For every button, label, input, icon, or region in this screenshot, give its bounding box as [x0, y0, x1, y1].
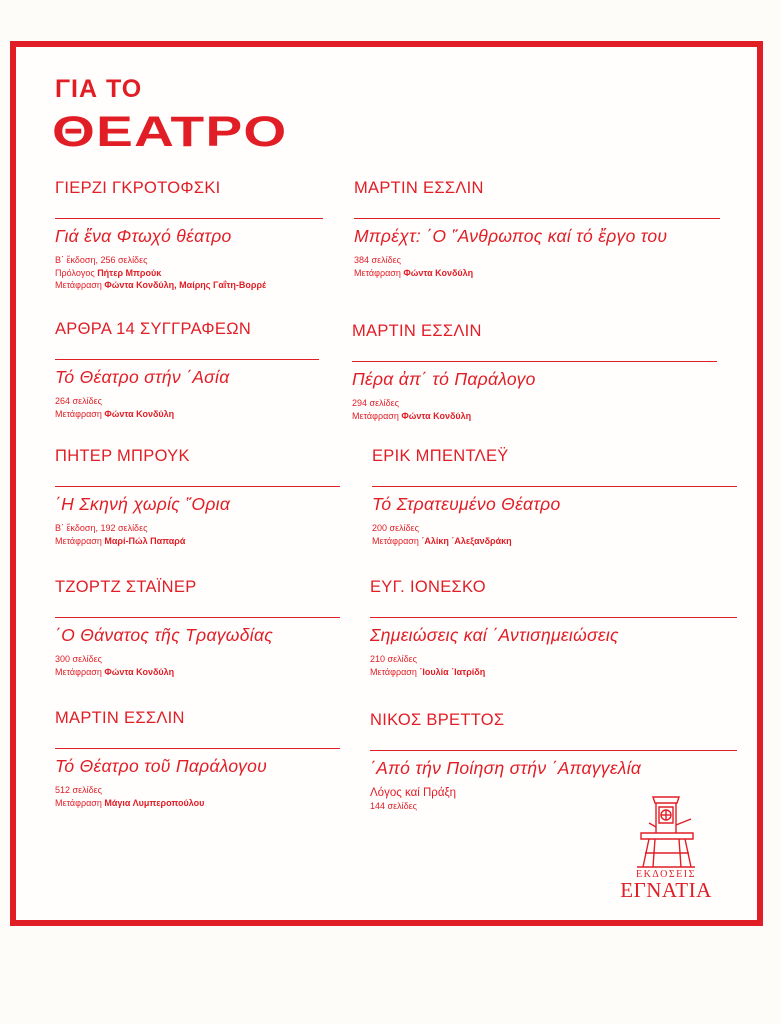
divider	[55, 617, 340, 618]
book-entry	[55, 709, 340, 809]
book-detail-line: 300 σελίδες	[55, 654, 102, 664]
book-title: Τό Θέατρο στήν ΄Ασία	[55, 367, 230, 387]
publisher-name: ΕΓΝΑΤΙΑ	[620, 878, 712, 902]
header-subtitle: ΓΙΑ ΤΟ	[55, 75, 143, 103]
book-author: ΜΑΡΤΙΝ ΕΣΣΛΙΝ	[55, 709, 185, 727]
book-detail-line: 210 σελίδες	[370, 654, 417, 664]
divider	[55, 748, 340, 749]
book-detail-line	[354, 267, 720, 280]
book-detail-line: 294 σελίδες	[352, 398, 399, 408]
divider	[372, 486, 737, 487]
book-detail-line: Β΄ ἔκδοση, 256 σελίδες	[55, 255, 148, 265]
book-details	[55, 254, 323, 292]
detail-name: Φώντα Κονδύλη	[401, 410, 472, 421]
book-detail-line: Β΄ ἔκδοση, 192 σελίδες	[55, 523, 148, 533]
divider	[354, 218, 720, 219]
book-title: Μπρέχτ: ΄Ο ῞Ανθρωπος καί τό ἔργο του	[354, 226, 668, 246]
detail-label: Μετάφραση	[372, 535, 419, 546]
book-detail-line: 512 σελίδες	[55, 785, 102, 795]
detail-name: Φώντα Κονδύλη	[403, 267, 474, 278]
book-author: ΜΑΡΤΙΝ ΕΣΣΛΙΝ	[354, 179, 484, 197]
detail-label: Μετάφραση	[55, 666, 102, 677]
book-title: ΄Από τήν Ποίηση στήν ΄Απαγγελία	[370, 758, 642, 778]
book-details	[370, 653, 737, 678]
publisher-label: ΕΚΔΟΣΕΙΣ	[636, 869, 696, 880]
publisher-logo	[611, 793, 721, 900]
book-author: ΝΙΚΟΣ ΒΡΕΤΤΟΣ	[370, 711, 505, 729]
book-detail-line	[55, 279, 323, 292]
divider	[55, 486, 340, 487]
book-detail-line: 144 σελίδες	[370, 801, 417, 811]
detail-name: ΄Αλίκη ΄Αλεξανδράκη	[421, 535, 512, 546]
book-entry	[370, 578, 737, 678]
divider	[55, 218, 323, 219]
divider	[55, 359, 319, 360]
header-title: ΘΕΑΤΡΟ	[52, 108, 288, 156]
detail-label: Μετάφραση	[370, 666, 417, 677]
book-title: ΄Η Σκηνή χωρίς ῞Ορια	[55, 494, 231, 514]
book-author: ΓΙΕΡΖΙ ΓΚΡΟΤΟΦΣΚΙ	[55, 179, 221, 197]
book-detail-line	[370, 666, 737, 679]
detail-name: Μαρί-Πώλ Παπαρά	[104, 535, 186, 546]
book-entry	[352, 322, 717, 422]
book-entry	[55, 179, 323, 292]
book-detail-line	[55, 797, 340, 810]
book-author: ΑΡΘΡΑ 14 ΣΥΓΓΡΑΦΕΩΝ	[55, 320, 252, 338]
detail-name: ΄Ιουλία ΄Ιατρίδη	[419, 666, 486, 677]
book-details	[352, 397, 717, 422]
detail-name: Φώντα Κονδύλη, Μαίρης Γαΐτη-Βορρέ	[104, 280, 267, 290]
detail-label: Μετάφραση	[55, 408, 102, 419]
book-title: Γιά ἕνα Φτωχό θέατρο	[55, 226, 232, 246]
book-detail-line: 200 σελίδες	[372, 523, 419, 533]
book-entry	[55, 320, 319, 420]
book-title: Πέρα ἀπ΄ τό Παράλογο	[352, 369, 536, 389]
book-author: ΜΑΡΤΙΝ ΕΣΣΛΙΝ	[352, 322, 482, 340]
book-author: ΠΗΤΕΡ ΜΠΡΟΥΚ	[55, 447, 190, 465]
detail-label: Μετάφραση	[55, 280, 102, 290]
book-detail-line	[372, 535, 737, 548]
book-entry	[55, 578, 340, 678]
detail-name: Μάγια Λυμπεροπούλου	[104, 797, 205, 808]
detail-label: Μετάφραση	[354, 267, 401, 278]
book-details	[372, 522, 737, 547]
detail-label: Πρόλογος	[55, 267, 95, 278]
book-details	[354, 254, 720, 279]
book-details	[55, 784, 340, 809]
detail-name: Φώντα Κονδύλη	[104, 666, 175, 677]
book-detail-line	[352, 410, 717, 423]
book-entry	[372, 447, 737, 547]
detail-label: Μετάφραση	[352, 410, 399, 421]
book-entry	[55, 447, 340, 547]
book-title: ΄Ο Θάνατος τῆς Τραγωδίας	[55, 625, 274, 645]
book-detail-line	[55, 267, 323, 280]
book-details	[55, 395, 319, 420]
book-detail-line: Λόγος καί Πράξη	[370, 787, 457, 799]
book-detail-line	[55, 535, 340, 548]
book-details	[55, 522, 340, 547]
divider	[370, 617, 737, 618]
book-entry	[354, 179, 720, 279]
book-detail-line: 384 σελίδες	[354, 255, 401, 265]
printing-press-icon	[631, 793, 701, 873]
book-detail-line	[55, 666, 340, 679]
divider	[370, 750, 737, 751]
detail-name: Πήτερ Μπρούκ	[97, 267, 162, 278]
book-author: ΕΡΙΚ ΜΠΕΝΤΛΕΫ	[372, 447, 509, 465]
book-detail-line: 264 σελίδες	[55, 396, 102, 406]
book-detail-line	[55, 408, 319, 421]
book-details	[55, 653, 340, 678]
detail-name: Φώντα Κονδύλη	[104, 408, 175, 419]
divider	[352, 361, 717, 362]
detail-label: Μετάφραση	[55, 797, 102, 808]
book-author: ΤΖΟΡΤΖ ΣΤΑΪΝΕΡ	[55, 578, 197, 596]
detail-label: Μετάφραση	[55, 535, 102, 546]
book-author: ΕΥΓ. ΙΟΝΕΣΚΟ	[370, 578, 486, 596]
book-title: Σημειώσεις καί ΄Αντισημειώσεις	[370, 625, 619, 645]
book-title: Τό Στρατευμένο Θέατρο	[372, 494, 561, 514]
book-title: Τό Θέατρο τοῦ Παράλογου	[55, 756, 268, 776]
